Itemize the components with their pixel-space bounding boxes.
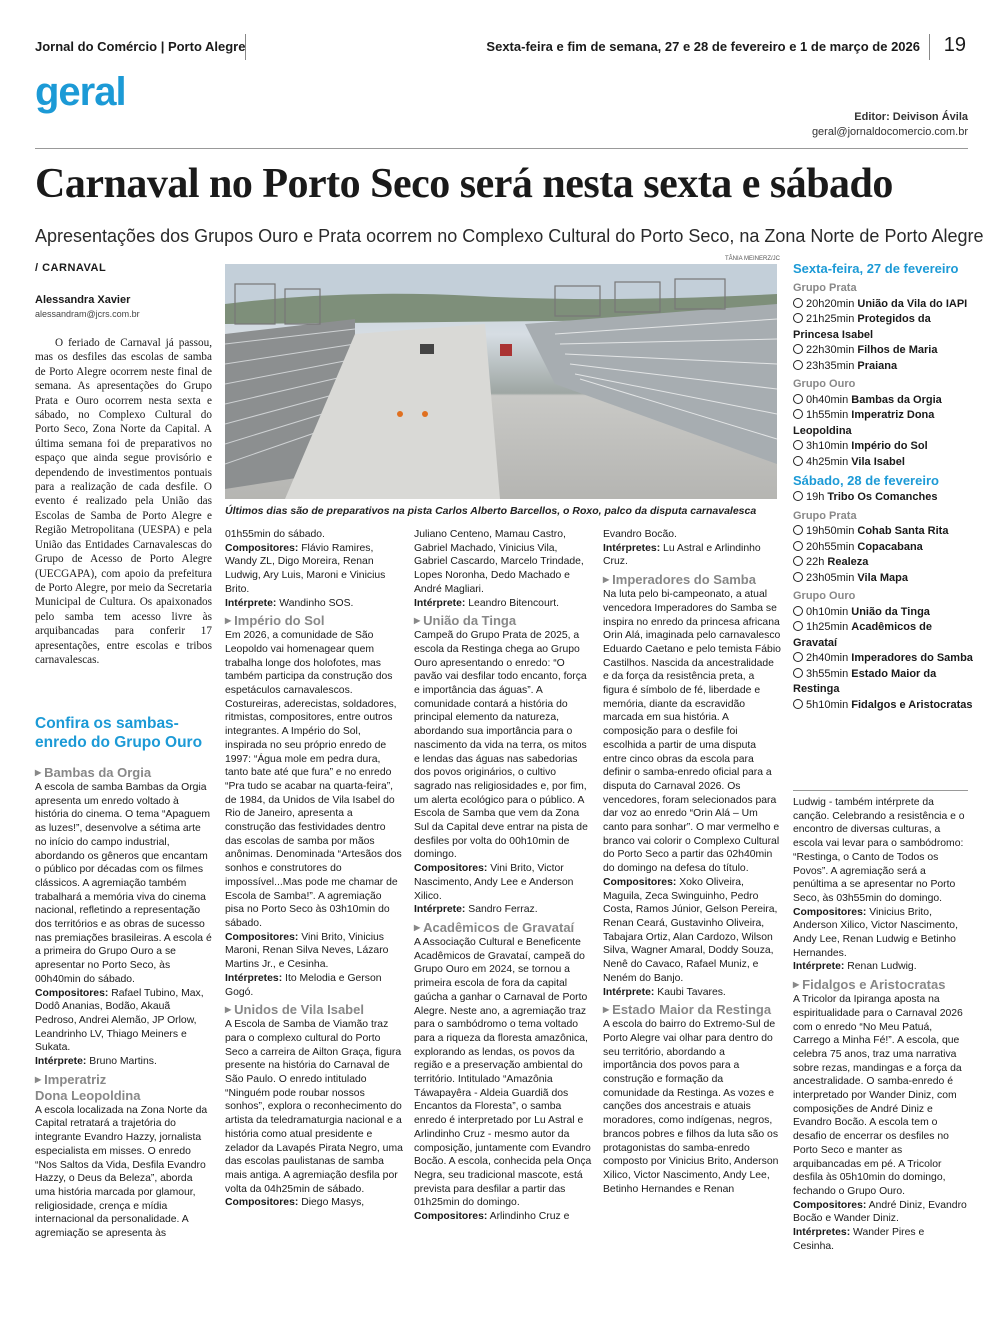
section-heading bbox=[35, 1072, 213, 1104]
schedule-name: Cohab Santa Rita bbox=[857, 525, 949, 537]
credits-line bbox=[793, 1199, 968, 1226]
column-1 bbox=[35, 762, 213, 1241]
body-text: Evandro Bocão. bbox=[603, 529, 677, 540]
page-number: 19 bbox=[943, 34, 966, 56]
credits-line bbox=[414, 862, 592, 903]
editor-email: geral@jornaldocomercio.com.br bbox=[811, 126, 968, 138]
author-email: alessandram@jcrs.com.br bbox=[35, 309, 140, 319]
schedule-time: 1h25min bbox=[806, 621, 849, 633]
schedule-rule bbox=[793, 790, 968, 791]
label: Intérprete: bbox=[414, 597, 466, 609]
label: Compositores: bbox=[225, 542, 299, 554]
schedule-time: 22h30min bbox=[806, 344, 855, 356]
value: Renan Ludwig. bbox=[844, 961, 917, 973]
credits-line bbox=[793, 960, 968, 974]
schedule-name: Filhos de Maria bbox=[857, 344, 938, 356]
heading-text: Dona Leopoldina bbox=[35, 1087, 141, 1103]
photo-credit: TÂNIA MEINERZ/JC bbox=[725, 256, 781, 262]
value: Leandro Bitencourt. bbox=[465, 597, 559, 609]
label: Compositores: bbox=[793, 1199, 867, 1211]
schedule-name: Protegidos da Princesa Isabel bbox=[793, 313, 931, 341]
schedule-time: 23h05min bbox=[806, 571, 855, 584]
schedule-name: Fidalgos e Aristocratas bbox=[851, 698, 973, 711]
schedule-item bbox=[793, 439, 973, 455]
clock-icon bbox=[793, 541, 803, 551]
triangle-icon: ▶ bbox=[414, 616, 421, 626]
schedule-item bbox=[793, 359, 973, 375]
section-heading bbox=[225, 613, 403, 629]
label: Intérprete: bbox=[35, 1056, 87, 1068]
section-heading bbox=[414, 920, 592, 936]
triangle-icon: ▶ bbox=[603, 1005, 610, 1015]
heading-text: Imperatriz bbox=[44, 1071, 107, 1087]
schedule-time: 20h20min bbox=[806, 297, 855, 310]
schedule-day: Sexta-feira, 27 de fevereiro bbox=[793, 261, 959, 276]
value: Vini Brito, Victor Nascimento, Andy Lee e Anderson Xilico. bbox=[414, 863, 574, 902]
value: Diego Masys, bbox=[298, 1197, 365, 1209]
value: André Diniz, Evandro Bocão e Wander Diniz. bbox=[793, 1199, 967, 1225]
schedule-group: Grupo Ouro bbox=[793, 378, 856, 390]
credits-line bbox=[793, 906, 968, 961]
schedule-item bbox=[793, 540, 973, 556]
triangle-icon: ▶ bbox=[793, 980, 800, 990]
schedule-item bbox=[793, 698, 973, 714]
schedule-group: Grupo Prata bbox=[793, 509, 857, 522]
heading-text: Fidalgos e Aristocratas bbox=[802, 977, 946, 993]
box-title: Confira os sambas-enredo do Grupo Ouro bbox=[35, 715, 203, 751]
label: Intérprete: bbox=[225, 597, 277, 609]
newspaper-name: Jornal do Comércio | Porto Alegre bbox=[35, 39, 246, 54]
schedule-list bbox=[793, 605, 973, 714]
label: Intérpretes: bbox=[225, 972, 283, 984]
schedule-item bbox=[793, 393, 973, 409]
body-text: 01h55min do sábado. bbox=[225, 529, 325, 540]
label: Compositores: bbox=[414, 1211, 488, 1223]
author-name: Alessandra Xavier bbox=[35, 294, 131, 306]
label: Intérpretes: bbox=[793, 1227, 851, 1239]
schedule-item bbox=[793, 571, 973, 587]
clock-icon bbox=[793, 344, 803, 354]
value: Lu Astral e Arlindinho Cruz. bbox=[603, 542, 761, 568]
schedule-time: 3h55min bbox=[806, 667, 849, 680]
clock-icon bbox=[793, 606, 803, 616]
triangle-icon: ▶ bbox=[225, 1005, 232, 1015]
label: Intérprete: bbox=[793, 961, 845, 973]
schedule-time: 19h bbox=[806, 491, 825, 503]
photo-caption: Últimos dias são de preparativos na pista Carlos Alberto Barcellos, o Roxo, palco da disputa carnavalesca bbox=[225, 505, 757, 517]
header-divider-2 bbox=[929, 34, 930, 60]
schedule-time: 5h10min bbox=[806, 698, 849, 711]
section-heading bbox=[793, 977, 968, 993]
credits-line bbox=[225, 931, 403, 972]
page-header bbox=[35, 34, 968, 60]
edition-date: Sexta-feira e fim de semana, 27 e 28 de fevereiro e 1 de março de 2026 bbox=[486, 39, 920, 54]
label: Compositores: bbox=[35, 987, 109, 999]
value: Wandinho SOS. bbox=[276, 597, 354, 609]
clock-icon bbox=[793, 652, 803, 662]
value: Vinicius Brito, Anderson Xilico, Victor Nascimento, Andy Lee, Renan Ludwig e Betinho Hernandes. bbox=[793, 906, 958, 959]
sambadrome-photo-illustration bbox=[225, 264, 777, 499]
schedule-item bbox=[793, 408, 973, 439]
schedule-time: 2h40min bbox=[806, 652, 849, 664]
schedule-item bbox=[793, 524, 973, 540]
body-text: A Associação Cultural e Beneficente Acadêmicos de Gravataí, campeã do Grupo Ouro em 2024, se tornou a primeira escola de fora da capital gaúcha a ganhar o Carnaval de Porto Alegre. Neste ano, a agremiação traz para o sambódromo o tema voltado para a riqueza da floresta amazônica, explorando as lendas, os povos da região e a preservação ambiental do território. Intitulado “Amazônia Táwapayêra - Aldeia Guardiã dos Encantos da Floresta”, o samba enredo é interpretado por Lu Astral e Arlindinho Cruz - mesmo autor da composição, juntamente com Evandro Bocão. A escola, conhecida pela Onça Negra, seu tradicional mascote, está prevista para desfilar a partir das 01h25min do domingo. bbox=[414, 936, 592, 1209]
triangle-icon: ▶ bbox=[35, 1074, 42, 1084]
body-text: A escola do bairro do Extremo-Sul de Porto Alegre vai olhar para dentro do seu território, abordando a importância dos povos para a construção e formação da comunidade da Restinga. As vozes e canções dos ancestrais e atuais moradores, como indígenas, negros, brancos pobres e filhos da luta são os protagonistas do samba-enredo composto por Vinicius Brito, Anderson Xilico, Victor Nascimento, Andy Lee, Betinho Hernandes e Renan bbox=[603, 1019, 779, 1195]
section-heading bbox=[414, 613, 592, 629]
credits-line bbox=[603, 876, 781, 986]
credits-line bbox=[414, 903, 592, 917]
section-heading bbox=[603, 1002, 781, 1018]
value: Wander Pires e Cesinha. bbox=[793, 1227, 925, 1252]
heading-text: Unidos de Vila Isabel bbox=[234, 1002, 364, 1018]
value: Rafael Tubino, Max, Dodô Ananias, Bodão, Akauã Pedroso, Andrei Alemão, JP Orlow, Leandrinho LV, Thiago Meiners e Sukata. bbox=[35, 987, 204, 1054]
body-text: Na luta pelo bi-campeonato, a atual vencedora Imperadores do Samba se inspira no enredo da princesa africana Orin Alá, imaginada pelo carnavalesco Eduardo Caetano e pelo temista Fábio Castilhos. Nascida da ancestralidade e da força da resistência preta, a figura é símbolo de fé, liberdade e memória, diante da escravidão marcada em sua história. A composição para o desfile foi escolhida a partir de uma disputa entre cinco obras da escola para definir o samba-enredo oficial para a disputa do Carnaval 2026. Os vencedores, foram selecionados para dar voz ao enredo “Orin Alá – Um canto para sonhar”. O mar vermelho e branco vai colorir o Complexo Cultural do Porto Seco a partir das 02h40min do domingo na defesa do título. bbox=[603, 589, 781, 875]
credits-line bbox=[35, 987, 213, 1056]
schedule-item bbox=[793, 312, 973, 343]
heading-text: Imperadores do Samba bbox=[612, 572, 756, 588]
schedule-name: Bambas da Orgia bbox=[851, 393, 942, 406]
label: Compositores: bbox=[603, 876, 677, 888]
schedule-item bbox=[793, 605, 973, 621]
editor-block bbox=[812, 110, 968, 140]
schedule-item bbox=[793, 297, 973, 313]
schedule-item bbox=[793, 555, 973, 571]
schedule-time: 0h10min bbox=[806, 605, 849, 618]
clock-icon bbox=[793, 298, 803, 308]
editor-name: Editor: Deivison Ávila bbox=[854, 111, 968, 123]
value: Sandro Ferraz. bbox=[465, 904, 538, 916]
value: Flávio Ramires, Wandy ZL, Digo Moreira, Renan Ludwig, Ary Luis, Maroni e Vinicius Brito. bbox=[225, 542, 386, 595]
schedule-list bbox=[793, 393, 973, 471]
schedule-name: Vila Mapa bbox=[857, 571, 908, 584]
clock-icon bbox=[793, 556, 803, 566]
header-rule bbox=[35, 148, 968, 149]
subheadline: Apresentações dos Grupos Ouro e Prata ocorrem no Complexo Cultural do Porto Seco, na Zona Norte de Porto Alegre bbox=[35, 226, 984, 246]
body-text: Ludwig - também intérprete da canção. Celebrando a resistência e o encontro de diversas culturas, a escola vai levar para o sambódromo: “Restinga, o Canto de Todos os Povos”. A agremiação será a penúltima a se apresentar no Porto Seco, às 03h55min do domingo. bbox=[793, 797, 965, 904]
main-photo bbox=[225, 264, 777, 499]
triangle-icon: ▶ bbox=[225, 616, 232, 626]
clock-icon bbox=[793, 456, 803, 466]
schedule-time: 20h55min bbox=[806, 540, 855, 553]
value: Kaubi Tavares. bbox=[654, 986, 726, 998]
label: Compositores: bbox=[225, 931, 299, 943]
clock-icon bbox=[793, 621, 803, 631]
label: Compositores: bbox=[225, 1197, 299, 1209]
triangle-icon: ▶ bbox=[414, 922, 421, 932]
schedule-time: 1h55min bbox=[806, 409, 849, 421]
value: Vini Brito, Vinicius Maroni, Renan Silva Neves, Lázaro Martins Jr., e Cesinha. bbox=[225, 931, 389, 971]
schedule-name: Tribo Os Comanches bbox=[827, 491, 938, 503]
schedule-list bbox=[793, 297, 973, 375]
column-5 bbox=[793, 796, 968, 1254]
schedule-time: 21h25min bbox=[806, 313, 855, 325]
section-tag: geral bbox=[35, 70, 126, 114]
value: Bruno Martins. bbox=[86, 1056, 157, 1068]
schedule-name: Imperadores do Samba bbox=[851, 652, 973, 664]
column-4 bbox=[603, 528, 781, 1196]
schedule-item bbox=[793, 620, 973, 651]
clock-icon bbox=[793, 394, 803, 404]
body-text: A escola localizada na Zona Norte da Capital retratará a trajetória do integrante Evandro Hazzy, jornalista especialista em misses. O enredo “Nos Saltos da Vida, Desfila Evandro Hazzy, o Deus da Beleza”, aborda uma história marcada por glamour, religiosidade, crença e mídia internacional da personalidade. A agremiação se apresenta às bbox=[35, 1104, 208, 1240]
clock-icon bbox=[793, 313, 803, 323]
header-divider bbox=[245, 34, 246, 60]
schedule-name: União da Vila do IAPI bbox=[857, 297, 968, 310]
schedule-name: Estado Maior da Restinga bbox=[793, 667, 937, 695]
body-text: Juliano Centeno, Mamau Castro, Gabriel Machado, Vinicius Vila, Gabriel Cascardo, Marcelo Trindade, Lopes Noronha, Dedo Machado e André Magliari. bbox=[414, 529, 584, 595]
credits-line bbox=[225, 972, 403, 999]
value: Ito Melodia e Gerson Gogó. bbox=[225, 972, 382, 998]
heading-text: Estado Maior da Restinga bbox=[612, 1002, 772, 1018]
schedule-name: Vila Isabel bbox=[851, 455, 905, 468]
schedule-name: Realeza bbox=[827, 556, 869, 568]
column-2 bbox=[225, 528, 403, 1210]
headline: Carnaval no Porto Seco será nesta sexta e sábado bbox=[35, 161, 893, 207]
credits-line bbox=[35, 1055, 213, 1069]
schedule-name: Império do Sol bbox=[851, 440, 928, 452]
value: Arlindinho Cruz e bbox=[487, 1211, 570, 1223]
value: Xoko Oliveira, Maguila, Zeca Swinguinho, Pedro Costa, Ramos Júnior, Gelson Pereira, Renan Ceará, Gustavinho Oliveira, Tabajara Ortiz, Alan Cardozo, Wilson Silva, Wagner Amaral, Doddy Souza, Nenê do Cavaco, Rafael Muniz, e Neném do Banjo. bbox=[603, 876, 778, 984]
credits-line bbox=[603, 542, 781, 569]
clock-icon bbox=[793, 409, 803, 419]
body-text: A Tricolor da Ipiranga aposta na espiritualidade para o Carnaval 2026 com o enredo “No Meu Patuá, Carrego a Minha Fé!”. A escola, que celebra 75 anos, traz uma narrativa sobre rezas, mandingas e a força da ancestralidade. O samba-enredo é interpretado por Wander Diniz, com composições de André Diniz e Evandro Bocão. A escola tem o desafio de encerrar os desfiles no Porto Seco e manter as arquibancadas em pé. A Tricolor desfila às 05h10min do domingo, fechando o Grupo Ouro. bbox=[793, 994, 963, 1197]
schedule-item bbox=[793, 343, 973, 359]
schedule-item bbox=[793, 651, 973, 667]
label: Intérpretes: bbox=[603, 542, 661, 554]
clock-icon bbox=[793, 440, 803, 450]
clock-icon bbox=[793, 491, 803, 501]
body-text: A Escola de Samba de Viamão traz para o complexo cultural do Porto Seco a carreira de Ailton Graça, figura presente na história do Carnaval de São Paulo. O enredo intitulado “Ninguém pode roubar nossos sonhos”, explora o reconhecimento do artista da teledramaturgia nacional e a história como atual presidente e zelador da Lavapés Pirata Negro, uma das escolas paulistanas de samba mais antiga. A agremiação desfila por volta da 04h25min de sábado. bbox=[225, 1019, 403, 1195]
schedule-list bbox=[793, 524, 973, 586]
clock-icon bbox=[793, 699, 803, 709]
schedule-name: União da Tinga bbox=[851, 605, 930, 618]
schedule-item bbox=[793, 455, 973, 471]
credits-line bbox=[793, 1226, 968, 1253]
body-text: Campeã do Grupo Prata de 2025, a escola da Restinga chega ao Grupo Ouro apresentando o enredo: “O pavão vai desfilar todo encanto, força e importância das águas”. A comunidade contará a história do principal elemento da natureza, abordando sua importância para o nascimento da vida na terra, os mitos e lendas das águas nas sabedorias dos povos originários, o cultivo sagrado nas religiosidades e, por fim, um alerta ecológico para o público. A Escola de Samba que vem da Zona Sul da Capital deve entrar na pista de desfiles por volta do 00h10min de domingo. bbox=[414, 630, 588, 861]
schedule-group: Grupo Prata bbox=[793, 282, 857, 294]
clock-icon bbox=[793, 668, 803, 678]
section-heading bbox=[35, 765, 213, 781]
schedule-item bbox=[793, 667, 973, 698]
label: Intérprete: bbox=[603, 986, 655, 998]
schedule-name: Acadêmicos de Gravataí bbox=[793, 621, 932, 649]
schedule-box bbox=[793, 258, 973, 713]
section-heading bbox=[603, 572, 781, 588]
triangle-icon: ▶ bbox=[603, 575, 610, 585]
credits-line bbox=[414, 1210, 592, 1224]
schedule-time: 0h40min bbox=[806, 393, 849, 406]
schedule-time: 3h10min bbox=[806, 440, 849, 452]
schedule-time: 23h35min bbox=[806, 359, 855, 372]
schedule-item bbox=[793, 490, 973, 506]
schedule-time: 19h50min bbox=[806, 525, 855, 537]
label: Intérprete: bbox=[414, 904, 466, 916]
credits-line bbox=[414, 597, 592, 611]
schedule-time: 22h bbox=[806, 556, 825, 568]
heading-text: União da Tinga bbox=[423, 613, 517, 629]
schedule-group: Grupo Ouro bbox=[793, 590, 856, 602]
clock-icon bbox=[793, 525, 803, 535]
clock-icon bbox=[793, 360, 803, 370]
section-heading bbox=[225, 1002, 403, 1018]
credits-line bbox=[225, 597, 403, 611]
triangle-icon: ▶ bbox=[35, 768, 42, 777]
credits-line bbox=[225, 542, 403, 597]
heading-text: Bambas da Orgia bbox=[44, 765, 152, 780]
schedule-name: Imperatriz Dona Leopoldina bbox=[793, 409, 935, 437]
rubric: / CARNAVAL bbox=[35, 262, 107, 274]
schedule-day: Sábado, 28 de fevereiro bbox=[793, 473, 939, 488]
column-3 bbox=[414, 528, 592, 1224]
label: Compositores: bbox=[793, 906, 867, 918]
lead-paragraph: O feriado de Carnaval já passou, mas os desfiles das escolas de samba de Porto Alegre ocorrem neste final de semana. As apresentações do Grupo Prata e Ouro ocorrem nesta sexta e sábado, no Complexo Cultural do Porto Seco, Zona Norte da Capital. A última semana foi de preparativos no espaço que ainda segue provisório e dependendo de investimentos pontuais para a realização de cada desfile. O evento é realizado pela União das Escolas de Samba de Porto Alegre e Região Metropolitana (UESPA) e pela União das Entidades Carnavalescas do Grupo de Acesso de Porto Alegre (UECGAPA), com apoio da prefeitura de Porto Alegre, por meio da Secretaria Municipal de Cultura. Os apaixonados pelo samba tem acesso livre às arquibancadas para conferir 17 apresentações, entre escolas e tribos carnavalescas. bbox=[35, 337, 212, 666]
clock-icon bbox=[793, 572, 803, 582]
credits-line bbox=[225, 1196, 403, 1210]
heading-text: Império do Sol bbox=[234, 613, 325, 629]
body-text: A escola de samba Bambas da Orgia apresenta um enredo voltado à história do cinema. O tema “Apaguem as luzes!”, desenvolve a sétima arte no início do campo industrial, abordando os gêneros que encantam o público por décadas com os filmes clássicos. A agremiação também trabalhará a memória viva do cinema nacional, refletindo a representação dos territórios e as obras de sucesso nas premiações brasileiras. A escola é a primeira do Grupo Ouro a se apresentar no Porto Seco, às 00h40min do sábado. bbox=[35, 782, 212, 985]
schedule-name: Praiana bbox=[857, 359, 898, 372]
schedule-time: 4h25min bbox=[806, 455, 849, 468]
credits-line bbox=[603, 986, 781, 1000]
schedule-name: Copacabana bbox=[857, 540, 923, 553]
body-text: Em 2026, a comunidade de São Leopoldo vai homenagear quem trabalha longe dos holofotes, mas também participa da construção dos espetáculos carnavalescos. Costureiras, aderecistas, soldadores, ritmistas, compositores, entre outros integrantes. A Império do Sol, inspirada no seu próprio enredo de 1997: “Água mole em pedra dura, tanto bate até que fura” e no enredo “Pra tudo se acabar na quarta-feira”, de 1984, da Unidos de Vila Isabel do Rio de Janeiro, apresenta a construção das festividades dentro das escolas de samba por mãos anônimas. Denominada “Artesãos dos sonhos e construtores do impossível...Mas pode me chamar de Escola de Samba!”. A agremiação pisa no Porto Seco às 03h10min do sábado. bbox=[225, 630, 402, 929]
heading-text: Acadêmicos de Gravataí bbox=[423, 919, 575, 935]
label: Compositores: bbox=[414, 863, 488, 875]
